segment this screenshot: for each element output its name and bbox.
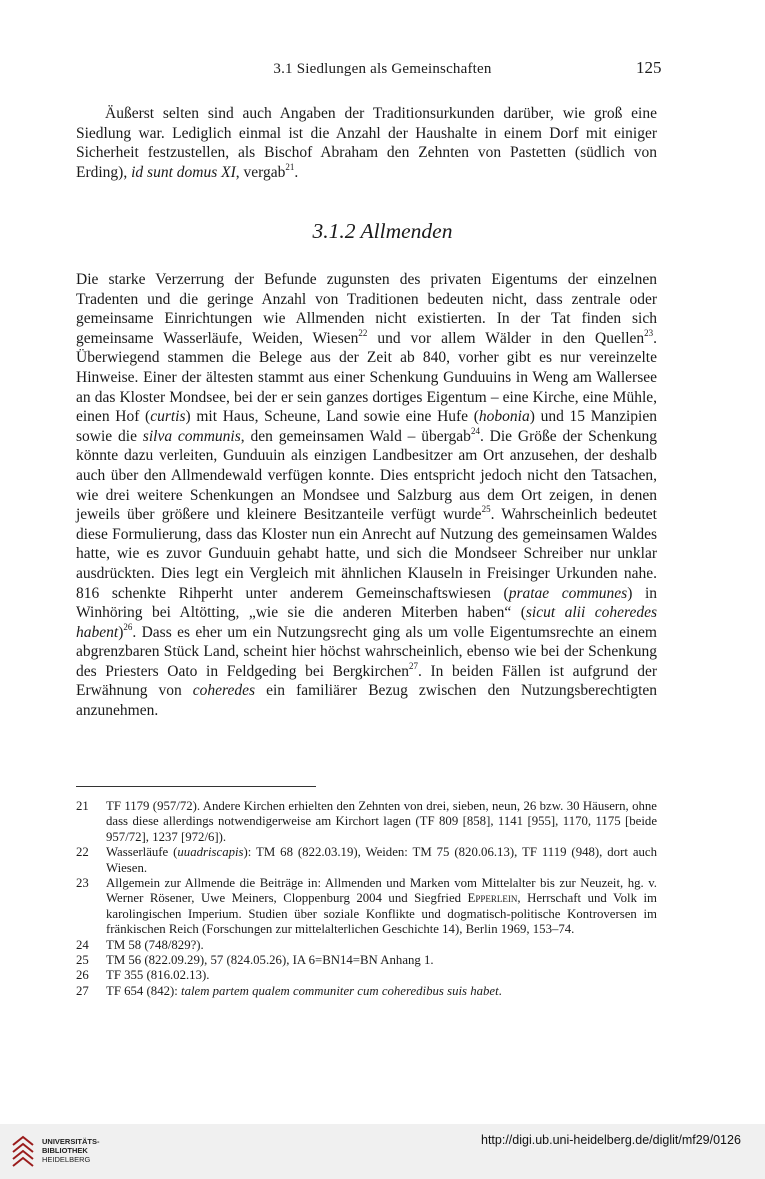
footnote-divider [76,786,316,787]
footnote-ref-26[interactable]: 26 [123,621,133,632]
footnote-24: 24 TM 58 (748/829?). [76,937,204,952]
library-logo[interactable] [10,1133,100,1167]
logo-line-3: HEIDELBERG [42,1154,91,1164]
logo-line-2: BIBLIOTHEK [42,1145,88,1155]
footnote-22: 22 Wasserläufe (uuadriscapis): TM 68 (822.03.19), Weiden: TM 75 (820.06.13), TF 1119 (948), dort auch Wiesen. [76,845,657,875]
logo-chevrons [13,1137,33,1166]
footnote-ref-22[interactable]: 22 [358,327,368,338]
logo-chevron [13,1158,33,1166]
footnote-ref-21[interactable]: 21 [285,161,295,172]
footnotes-list [76,799,657,999]
paragraph-2: Die starke Verzerrung der Befunde zugunsten des privaten Eigentums der einzelnen Tradenten und die geringe Anzahl von Traditionen bedeuten nicht, dass zentrale oder gemeinsame Einrichtungen wie Allmenden nicht existierten. In der Tat finden sich gemeinsame Wasserläufe, Weiden, Wiesen$^{22}$ und vor allem Wälder in den Quellen$^{23}$. Überwiegend stammen die Belege aus der Zeit ab 840, vorher gibt es nur vereinzelte Hinweise. Einer der ältesten stammt aus einer Schenkung Gunduuins in Weng am Wallersee an das Kloster Mondsee, bei der er sein ganzes dortiges Eigentum – eine Kirche, eine Mühle, einen Hof (curtis) mit Haus, Scheune, Land sowie eine Hufe (hobonia) und 15 Manzipien sowie die silva communis, den gemeinsamen Wald – übergab$^{24}$. Die Größe der Schenkung könnte dazu verleiten, Gunduuin als einzigen Landbesitzer am Ort anzusehen, der deshalb auch über den Allmendewald verfügen konnte. Dies entspricht jedoch nicht den Tatsachen, wie drei weitere Schenkungen an Mondsee und Salzburg aus dem Ort zeigen, in denen jeweils über größere und kleinere Besitzanteile verfügt wurde$^{25}$. Wahrscheinlich bedeutet diese Formulierung, dass das Kloster nun ein Anrecht auf Nutzung des gemeinsamen Waldes hatte, wie es zuvor Gunduuin gehabt hatte, und sich die Mondseer Schreiber nur unklar ausdrückten. Dies legt ein Vergleich mit ähnlichen Klauseln in Freisinger Urkunden nahe. 816 schenkte Rihperht unter anderem Gemeinschaftswiesen (pratae communes) in Winhöring bei Altötting, „wie sie die anderen Miterben haben“ (sicut alii coheredes habent)$^{26}$. Dass es eher um ein Nutzungsrecht ging als um volle Eigentumsrechte an einem abgrenzbaren Stück Land, scheint hier höchst wahrscheinlich, ebenso wie bei der Schenkung des Priesters Oato in Feldgeding bei Bergkirchen$^{27}$. In beiden Fällen ist aufgrund der Erwähnung von coheredes ein familiärer Bezug zwischen den Nutzungsberechtigten anzunehmen. [76,271,658,720]
university-library-logo-icon [10,1133,36,1167]
logo-wordmark [42,1137,100,1164]
footnote-26: 26 TF 355 (816.02.13). [76,968,210,983]
permalink-url[interactable]: http://digi.ub.uni-heidelberg.de/diglit/mf29/0126 [481,1133,741,1147]
footnote-25: 25 TM 56 (822.09.29), 57 (824.05.26), IA 6=BN14=BN Anhang 1. [76,953,434,968]
logo-line-1: UNIVERSITÄTS- [42,1136,100,1146]
footnote-ref-24[interactable]: 24 [470,425,480,436]
section-heading: 3.1.2 Allmenden [312,219,453,243]
footnote-21: 21 TF 1179 (957/72). Andere Kirchen erhielten den Zehnten von drei, sieben, neun, 26 bzw. 30 Häusern, ohne dass diese allerdings notwendigerweise am Kirchort lagen (TF 809 [858], 1141 [955], 1170, 1175 [beide 957/72], 1237 [972/6]). [76,799,657,844]
footnote-ref-27[interactable]: 27 [409,660,418,671]
footnote-ref-23[interactable]: 23 [644,327,654,338]
footnote-27: 27 TF 654 (842): talem partem qualem communiter cum coheredibus suis habet. [76,983,502,998]
footnote-23: 23 Allgemein zur Allmende die Beiträge in: Allmenden und Marken vom Mittelalter bis zur Neuzeit, hg. v. Werner Rösener, Uwe Meiners, Cloppenburg 2004 und Siegfried Epperlein, Herrschaft und Volk im karolingischen Imperium. Studien über soziale Konflikte und dogmatisch-politische Kontroversen im fränkischen Reich (Forschungen zur mittelalterlichen Geschichte 14), Berlin 1969, 153–74. [76,876,657,937]
running-title: 3.1 Siedlungen als Gemeinschaften [273,61,492,77]
footnote-ref-25[interactable]: 25 [481,503,491,514]
page-number: 125 [636,58,662,77]
paragraph-1: Äußerst selten sind auch Angaben der Traditionsurkunden darüber, wie groß eine Siedlung war. Lediglich einmal ist die Anzahl der Haushalte in einem Dorf mit einiger Sicherheit festzustellen, als Bischof Abraham den Zehnten von Pastetten (südlich von Erding), id sunt domus XI, vergab$^{21}$. [76,105,657,181]
